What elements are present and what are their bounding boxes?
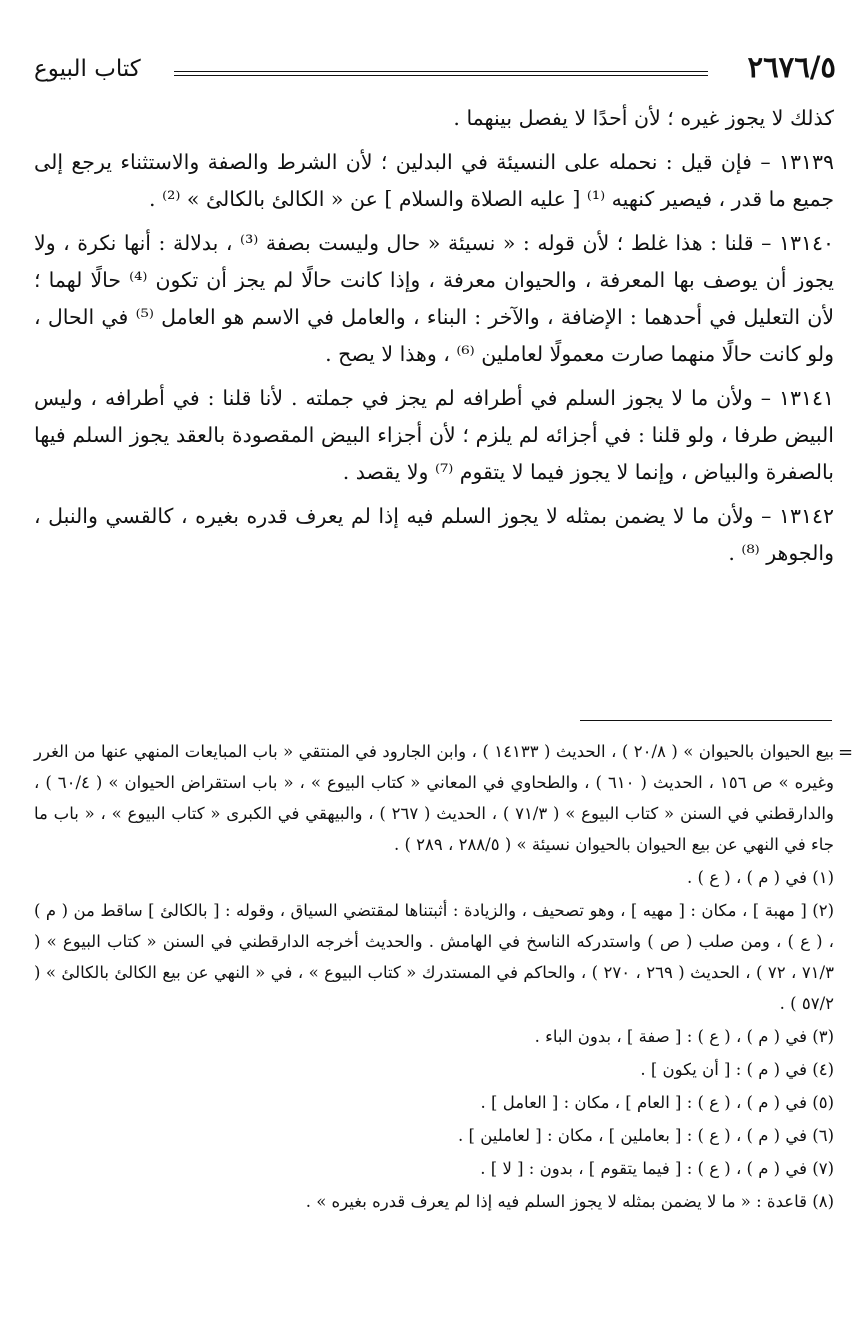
paragraph: كذلك لا يجوز غيره ؛ لأن أحدًا لا يفصل بينهما . — [453, 106, 834, 130]
book-title: كتاب البيوع — [34, 56, 141, 82]
footnote: (٧) في ( م ) ، ( ع ) : [ فيما يتقوم ] ، بدون : [ لا ] . — [480, 1159, 834, 1178]
footnote: (٢) [ مهبة ] ، مكان : [ مهيه ] ، وهو تصحيف ، والزيادة : أثبتناها لمقتضي السياق ، وقوله : [ بالكالئ ] ساقط من ( م ) ، ( ع ) ، ومن صلب ( ص ) واستدركه الناسخ في الهامش . والحديث أخرجه الدارقطني في السنن « كتاب البيوع » ( ٧١/٣ ، ٧٢ ) ، الحديث ( ٢٦٩ ، ٢٧٠ ) ، والحاكم في المستدرك « كتاب البيوع » ، في « النهي عن بيع الكالئ بالكالئ » ( ٥٧/٢ ) . — [34, 901, 834, 1013]
footnote: بيع الحيوان بالحيوان » ( ٢٠/٨ ) ، الحديث ( ١٤١٣٣ ) ، وابن الجارود في المنتقي « باب المبايعات المنهي عنها من الغرر وغيره » ص ١٥٦ ، الحديث ( ٦١٠ ) ، والطحاوي في المعاني « كتاب البيوع » ، « باب استقراض الحيوان » ( ٦٠/٤ ) ، والدارقطني في السنن « كتاب البيوع » ( ٧١/٣ ) ، الحديث ( ٢٦٧ ) ، والبيهقي في الكبرى « كتاب البيوع » ، « باب ما جاء في النهي عن بيع الحيوان بالحيوان نسيئة » ( ٢٨٨/٥ ، ٢٨٩ ) . — [34, 742, 834, 854]
footnote-separator — [580, 720, 832, 721]
main-text — [34, 100, 834, 579]
footnote: (١) في ( م ) ، ( ع ) . — [687, 868, 834, 887]
paragraph: ١٣١٤٠ – قلنا : هذا غلط ؛ لأن قوله : « نسيئة « حال وليست بصفة ⁽³⁾ ، بدلالة : أنها نكرة ، ولا يجوز أن يوصف بها المعرفة ، والحيوان معرفة ، وإذا كانت حالًا لم يجز أن تكون ⁽⁴⁾ حالًا لهما ؛ لأن التعليل في أحدهما : الإضافة ، والآخر : البناء ، والعامل في الاسم هو العامل ⁽⁵⁾ في الحال ، ولو كانت حالًا منهما صارت معمولًا لعاملين ⁽⁶⁾ ، وهذا لا يصح . — [34, 231, 835, 366]
continuation-mark: = — [838, 742, 854, 763]
paragraph: ١٣١٣٩ – فإن قيل : نحمله على النسيئة في البدلين ؛ لأن الشرط والصفة والاستثناء يرجع إلى جميع ما قدر ، فيصير كنهيه ⁽¹⁾ [ عليه الصلاة والسلام ] عن « الكالئ بالكالئ » ⁽²⁾ . — [34, 150, 834, 211]
paragraph: ١٣١٤١ – ولأن ما لا يجوز السلم في أطرافه لم يجز في جملته . لأنا قلنا : في أطرافه ، وليس البيض طرفا ، ولو قلنا : في أجزائه لم يلزم ؛ لأن أجزاء البيض المقصودة بالعقد يجوز السلم فيها بالصفرة والبياض ، وإنما لا يجوز فيما لا يتقوم ⁽⁷⁾ ولا يقصد . — [34, 386, 834, 484]
paragraph: ١٣١٤٢ – ولأن ما لا يضمن بمثله لا يجوز السلم فيه إذا لم يعرف قدره بغيره ، كالقسي والنبل ، والجوهر ⁽⁸⁾ . — [34, 504, 834, 565]
page-header — [34, 50, 836, 90]
footnotes — [34, 736, 834, 1219]
footnote: (٨) قاعدة : « ما لا يضمن بمثله لا يجوز السلم فيه إذا لم يعرف قدره بغيره » . — [305, 1192, 834, 1211]
page-number: ٢٦٧٦/٥ — [747, 50, 836, 84]
footnote: (٦) في ( م ) ، ( ع ) : [ بعاملين ] ، مكان : [ لعاملين ] . — [458, 1126, 834, 1145]
header-rule — [174, 71, 708, 76]
footnote: (٥) في ( م ) ، ( ع ) : [ العام ] ، مكان : [ العامل ] . — [480, 1093, 834, 1112]
footnote: (٣) في ( م ) ، ( ع ) : [ صفة ] ، بدون الباء . — [534, 1027, 834, 1046]
footnote: (٤) في ( م ) : [ أن يكون ] . — [640, 1060, 834, 1079]
